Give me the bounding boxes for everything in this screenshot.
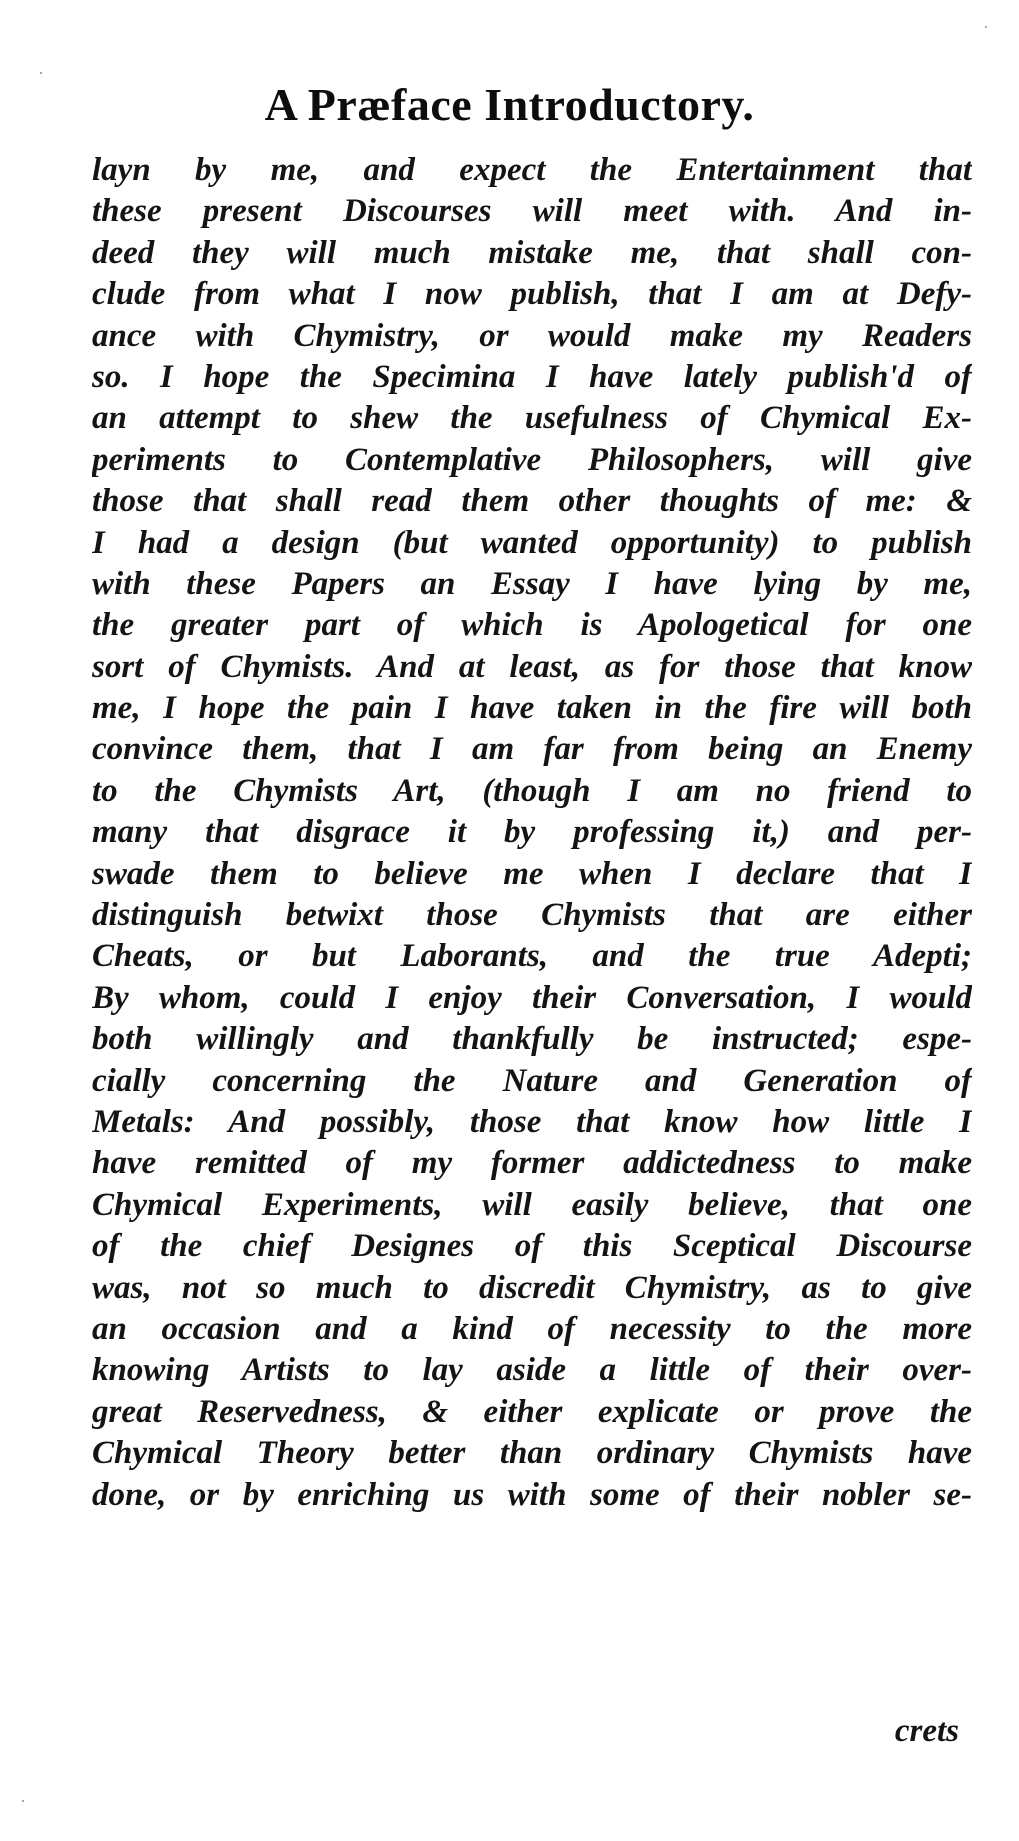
text-line: knowing Artists to lay aside a little of their over-: [92, 1352, 972, 1389]
text-line: to the Chymists Art, (though I am no friend to: [92, 772, 972, 809]
text-line: cially concerning the Nature and Generation of: [92, 1062, 972, 1099]
text-line: distinguish betwixt those Chymists that are either: [92, 897, 972, 934]
text-line: swade them to believe me when I declare that I: [92, 855, 972, 892]
text-line: with these Papers an Essay I have lying by me,: [92, 565, 972, 602]
text-line: Chymical Experiments, will easily believe, that one: [92, 1186, 972, 1223]
text-line: an occasion and a kind of necessity to the more: [92, 1310, 972, 1347]
text-line: of the chief Designes of this Sceptical Discourse: [92, 1228, 972, 1265]
text-line: sort of Chymists. And at least, as for those that know: [92, 648, 972, 685]
text-line: layn by me, and expect the Entertainment that: [92, 152, 972, 188]
text-line: have remitted of my former addictedness to make: [92, 1145, 972, 1182]
text-line: was, not so much to discredit Chymistry, as to give: [92, 1269, 972, 1306]
text-line: convince them, that I am far from being an Enemy: [92, 731, 972, 768]
text-line: me, I hope the pain I have taken in the fire will both: [92, 690, 972, 727]
text-line: deed they will much mistake me, that shall con-: [92, 234, 972, 271]
text-line: I had a design (but wanted opportunity) to publish: [92, 524, 972, 561]
body-text: [92, 150, 972, 1516]
text-line: both willingly and thankfully be instructed; espe-: [92, 1021, 972, 1058]
paper-speck: [985, 26, 987, 28]
text-line: done, or by enriching us with some of their nobler se-: [92, 1476, 972, 1513]
paper-speck: [22, 1800, 24, 1802]
catchword: crets: [894, 1713, 959, 1749]
text-line: Metals: And possibly, those that know how little I: [92, 1103, 972, 1140]
text-line: clude from what I now publish, that I am at Defy-: [92, 276, 972, 313]
text-line: Cheats, or but Laborants, and the true Adepti;: [92, 938, 972, 975]
text-line: an attempt to shew the usefulness of Chymical Ex-: [92, 400, 972, 437]
text-line: many that disgrace it by professing it,) and per-: [92, 814, 972, 851]
text-line: so. I hope the Specimina I have lately publish'd of: [92, 358, 972, 395]
text-line: those that shall read them other thoughts of me: &: [92, 483, 972, 520]
running-header: A Præface Introductory.: [264, 79, 755, 130]
text-line: periments to Contemplative Philosophers, will give: [92, 441, 972, 478]
text-line: these present Discourses will meet with. And in-: [92, 193, 972, 230]
text-line: great Reservedness, & either explicate or prove the: [92, 1393, 972, 1430]
text-line: the greater part of which is Apologetical for one: [92, 607, 972, 644]
paper-speck: [40, 72, 42, 74]
text-line: Chymical Theory better than ordinary Chymists have: [92, 1435, 972, 1472]
text-line: ance with Chymistry, or would make my Readers: [92, 317, 972, 354]
text-line: By whom, could I enjoy their Conversation, I would: [92, 979, 972, 1016]
